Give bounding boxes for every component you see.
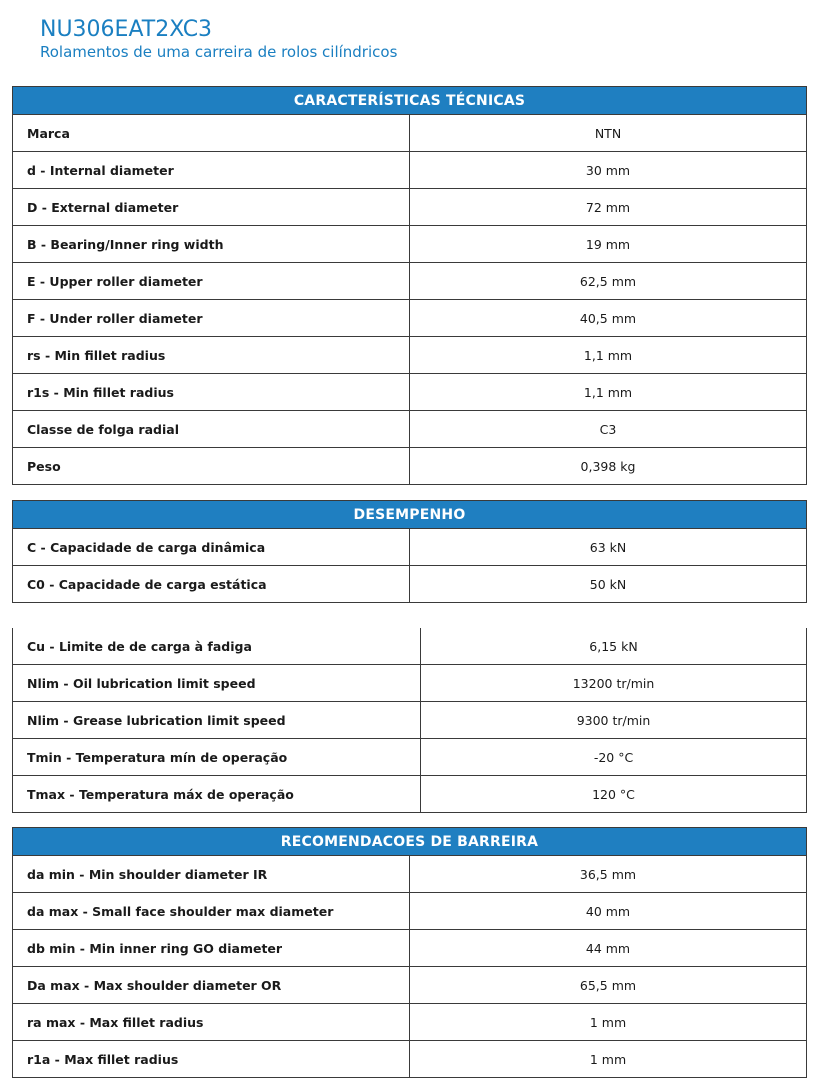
technical-characteristics-table xyxy=(12,86,807,485)
table-row xyxy=(13,152,807,189)
table-row xyxy=(13,115,807,152)
table-header-row xyxy=(13,87,807,115)
row-label: db min - Min inner ring GO diameter xyxy=(13,930,410,967)
table-header-row xyxy=(13,501,807,529)
section-heading-performance: DESEMPENHO xyxy=(13,501,807,529)
row-label: Nlim - Grease lubrication limit speed xyxy=(13,702,421,739)
table-row xyxy=(13,566,807,603)
product-subtitle: Rolamentos de uma carreira de rolos cilíndricos xyxy=(40,43,398,61)
row-label: ra max - Max fillet radius xyxy=(13,1004,410,1041)
table-row xyxy=(13,702,807,739)
row-label: C - Capacidade de carga dinâmica xyxy=(13,529,410,566)
table-row xyxy=(13,529,807,566)
performance-table xyxy=(12,500,807,603)
row-label: Marca xyxy=(13,115,410,152)
row-value: C3 xyxy=(410,411,807,448)
row-value: NTN xyxy=(410,115,807,152)
table-row xyxy=(13,374,807,411)
row-label: r1s - Min fillet radius xyxy=(13,374,410,411)
page-header xyxy=(40,16,397,60)
table-row xyxy=(13,189,807,226)
table-row xyxy=(13,1041,807,1078)
row-label: Nlim - Oil lubrication limit speed xyxy=(13,665,421,702)
section-heading-technical: CARACTERÍSTICAS TÉCNICAS xyxy=(13,87,807,115)
row-value: 30 mm xyxy=(410,152,807,189)
row-value: 50 kN xyxy=(410,566,807,603)
row-value: 1,1 mm xyxy=(410,337,807,374)
table-row xyxy=(13,411,807,448)
row-label: D - External diameter xyxy=(13,189,410,226)
row-label: Classe de folga radial xyxy=(13,411,410,448)
table-row xyxy=(13,337,807,374)
row-value: 120 °C xyxy=(421,776,807,813)
row-value: 63 kN xyxy=(410,529,807,566)
row-value: -20 °C xyxy=(421,739,807,776)
table-header-row xyxy=(13,828,807,856)
table-row xyxy=(13,893,807,930)
row-value: 9300 tr/min xyxy=(421,702,807,739)
row-value: 36,5 mm xyxy=(410,856,807,893)
row-value: 0,398 kg xyxy=(410,448,807,485)
table-row xyxy=(13,665,807,702)
row-value: 62,5 mm xyxy=(410,263,807,300)
row-value: 72 mm xyxy=(410,189,807,226)
barrier-recommendations-table xyxy=(12,827,807,1078)
row-value: 6,15 kN xyxy=(421,628,807,665)
section-heading-recommendations: RECOMENDACOES DE BARREIRA xyxy=(13,828,807,856)
row-label: Peso xyxy=(13,448,410,485)
table-row xyxy=(13,1004,807,1041)
row-value: 40,5 mm xyxy=(410,300,807,337)
row-label: F - Under roller diameter xyxy=(13,300,410,337)
table-row xyxy=(13,856,807,893)
row-value: 1 mm xyxy=(410,1004,807,1041)
row-label: d - Internal diameter xyxy=(13,152,410,189)
row-label: Tmin - Temperatura mín de operação xyxy=(13,739,421,776)
table-row xyxy=(13,300,807,337)
row-label: Cu - Limite de de carga à fadiga xyxy=(13,628,421,665)
row-label: C0 - Capacidade de carga estática xyxy=(13,566,410,603)
row-label: rs - Min fillet radius xyxy=(13,337,410,374)
row-value: 13200 tr/min xyxy=(421,665,807,702)
table-row xyxy=(13,930,807,967)
row-label: Da max - Max shoulder diameter OR xyxy=(13,967,410,1004)
table-row xyxy=(13,628,807,665)
row-label: Tmax - Temperatura máx de operação xyxy=(13,776,421,813)
row-label: B - Bearing/Inner ring width xyxy=(13,226,410,263)
row-value: 1,1 mm xyxy=(410,374,807,411)
row-value: 1 mm xyxy=(410,1041,807,1078)
row-value: 65,5 mm xyxy=(410,967,807,1004)
row-label: da min - Min shoulder diameter IR xyxy=(13,856,410,893)
table-row xyxy=(13,263,807,300)
row-value: 40 mm xyxy=(410,893,807,930)
row-label: da max - Small face shoulder max diameter xyxy=(13,893,410,930)
row-label: r1a - Max fillet radius xyxy=(13,1041,410,1078)
table-row xyxy=(13,226,807,263)
row-label: E - Upper roller diameter xyxy=(13,263,410,300)
table-row xyxy=(13,967,807,1004)
table-row xyxy=(13,448,807,485)
row-value: 19 mm xyxy=(410,226,807,263)
performance-table-continued xyxy=(12,628,807,813)
row-value: 44 mm xyxy=(410,930,807,967)
table-row xyxy=(13,776,807,813)
table-row xyxy=(13,739,807,776)
product-title: NU306EAT2XC3 xyxy=(40,17,213,42)
